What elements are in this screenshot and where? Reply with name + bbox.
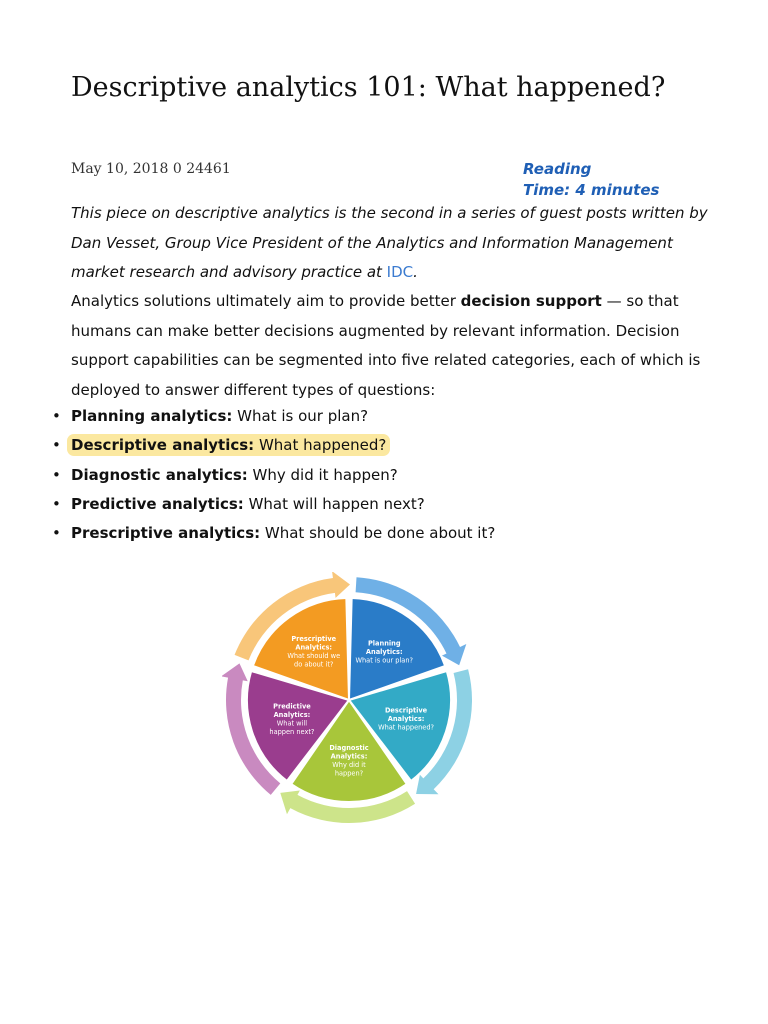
page-title: Descriptive analytics 101: What happened? <box>71 72 666 103</box>
segment-label-diagnostic: happen? <box>334 769 364 778</box>
reading-time-line-1: Reading <box>523 160 592 178</box>
segment-label-prescriptive: What should we <box>287 652 341 661</box>
list-item <box>50 519 495 548</box>
list-item-term: Diagnostic analytics: <box>71 465 248 484</box>
segment-label-planning: Analytics: <box>365 647 403 656</box>
analytics-cycle-diagram <box>222 572 472 832</box>
segment-label-planning: Planning <box>367 639 401 648</box>
list-item-desc: What will happen next? <box>243 494 425 513</box>
segment-label-descriptive: Descriptive <box>384 706 428 715</box>
list-item-desc: What should be done about it? <box>260 524 496 543</box>
intro-paragraph <box>71 199 711 288</box>
body-text-before: Analytics solutions ultimately aim to provide better <box>71 292 461 310</box>
idc-link[interactable]: IDC <box>386 263 414 281</box>
intro-text: This piece on descriptive analytics is the second in a series of guest posts written by Dan Vesset, Group Vice President of the Analytics and Information Management market research and advisory practice at <box>71 204 708 281</box>
bullet: • <box>52 407 61 425</box>
segment-label-diagnostic: Diagnostic <box>329 743 369 752</box>
segment-label-prescriptive: do about it? <box>294 660 334 669</box>
bullet: • <box>52 436 61 455</box>
highlighted-item <box>67 434 390 456</box>
intro-end: . <box>413 263 418 281</box>
list-item <box>50 461 495 490</box>
segment-label-predictive: happen next? <box>269 727 315 736</box>
list-item-term: Descriptive analytics: <box>71 436 255 455</box>
list-item <box>50 402 495 431</box>
bullet: • <box>52 524 61 543</box>
body-bold-term: decision support <box>460 292 602 310</box>
list-item-term: Predictive analytics: <box>71 494 244 513</box>
list-item-desc: Why did it happen? <box>247 465 398 484</box>
body-text-after: — so that humans can make better decisions augmented by relevant information. Decision support capabilities can be segmented into five related categories, each of which is deployed to answer different types of questions: <box>71 292 701 399</box>
list-item <box>50 490 495 519</box>
segment-label-descriptive: Analytics: <box>387 715 425 724</box>
reading-time <box>523 159 693 201</box>
list-item-desc: What is our plan? <box>232 407 369 425</box>
body-paragraph <box>71 287 711 405</box>
list-item <box>50 431 495 460</box>
reading-time-line-2: Time: 4 minutes <box>523 181 660 199</box>
list-item-term: Planning analytics: <box>71 407 233 425</box>
list-item-desc: What happened? <box>254 436 387 455</box>
segment-label-descriptive: What happened? <box>378 723 435 732</box>
list-item-term: Prescriptive analytics: <box>71 524 261 543</box>
segment-label-predictive: What will <box>276 719 308 728</box>
analytics-list <box>50 402 495 548</box>
bullet: • <box>52 494 61 513</box>
bullet: • <box>52 465 61 484</box>
post-meta: May 10, 2018 0 24461 <box>71 161 231 177</box>
segment-label-planning: What is our plan? <box>355 656 414 665</box>
segment-label-diagnostic: Analytics: <box>330 752 368 761</box>
segment-label-predictive: Analytics: <box>273 710 311 719</box>
segment-label-diagnostic: Why did it <box>332 760 366 769</box>
segment-label-prescriptive: Prescriptive <box>291 635 337 644</box>
segment-label-predictive: Predictive <box>273 702 311 711</box>
segment-label-prescriptive: Analytics: <box>295 643 333 652</box>
